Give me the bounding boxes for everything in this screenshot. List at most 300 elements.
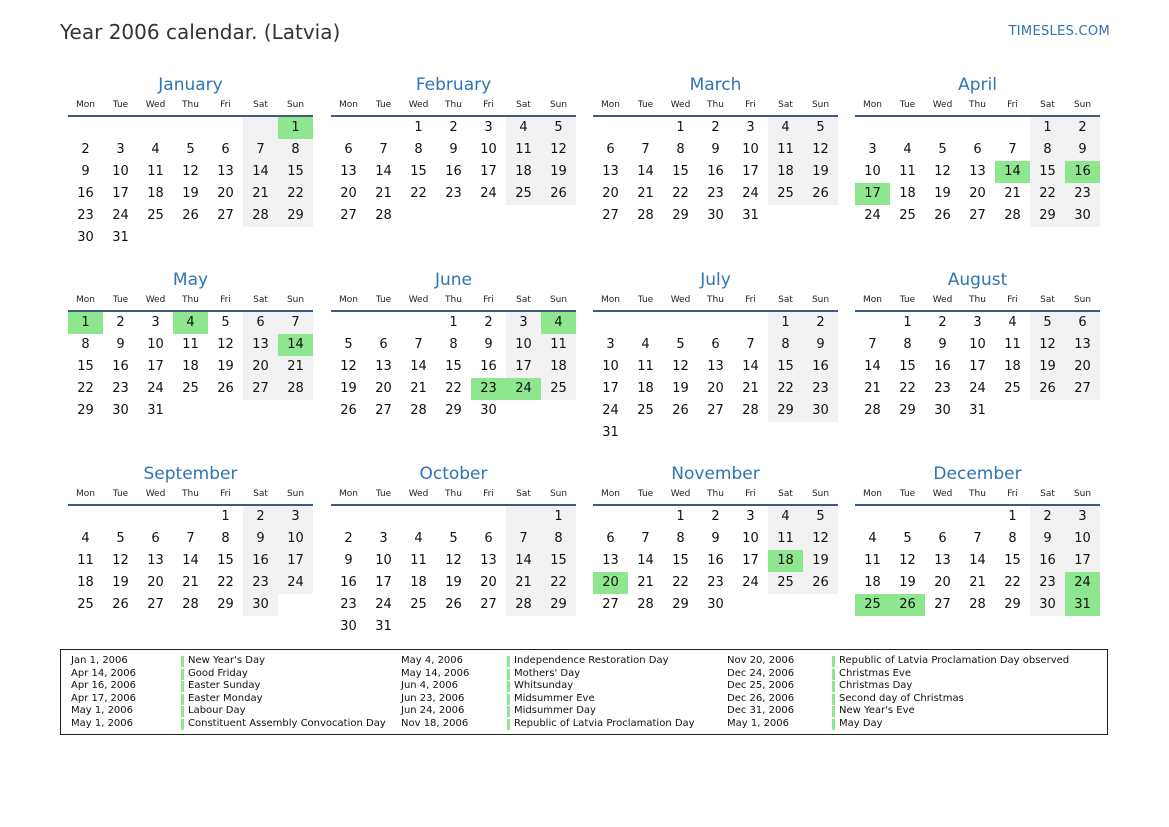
day-cell: 27 [969, 208, 986, 223]
weekday-header [593, 487, 838, 506]
day-cell: 28 [969, 597, 986, 612]
empty-cell [401, 616, 436, 638]
day-cell: 12 [672, 359, 689, 374]
empty-cell [436, 205, 471, 227]
day-cell: 30 [934, 403, 951, 418]
day-cell: 28 [506, 594, 541, 616]
month-may [68, 268, 313, 422]
day-cell: 24 [742, 575, 759, 590]
day-cell: 12 [445, 553, 462, 568]
day-cell: 1 [1008, 509, 1017, 524]
day-cell: 6 [221, 142, 230, 157]
day-cell: 24 [742, 186, 759, 201]
weekday-label: Sun [549, 489, 568, 499]
weekday-label: Sat [778, 489, 793, 499]
holiday-color-marker [181, 656, 184, 667]
weekday-label: Tue [112, 100, 129, 110]
weekday-label: Fri [483, 100, 494, 110]
legend-item [401, 693, 721, 706]
day-cell: 24 [278, 572, 313, 594]
day-cell: 19 [934, 186, 951, 201]
holiday-name: Midsummer Day [514, 705, 596, 717]
day-grid [331, 117, 576, 227]
day-cell: 3 [151, 315, 160, 330]
day-cell: 13 [147, 553, 164, 568]
empty-cell [401, 205, 436, 227]
day-cell: 8 [768, 334, 803, 356]
day-cell: 4 [541, 312, 576, 334]
day-cell: 7 [278, 312, 313, 334]
day-cell: 9 [449, 142, 458, 157]
day-cell: 14 [278, 334, 313, 356]
holiday-color-marker [181, 681, 184, 692]
weekday-label: Sat [516, 100, 531, 110]
day-cell: 29 [541, 594, 576, 616]
weekday-label: Thu [182, 489, 199, 499]
weekday-label: Sat [778, 100, 793, 110]
month-name: March [689, 75, 742, 95]
weekday-label: Thu [445, 489, 462, 499]
day-cell: 9 [711, 531, 720, 546]
day-cell: 7 [973, 531, 982, 546]
day-cell: 18 [77, 575, 94, 590]
day-cell: 20 [243, 356, 278, 378]
empty-cell [506, 205, 541, 227]
day-cell: 30 [707, 208, 724, 223]
weekday-label: Mon [76, 295, 95, 305]
day-cell: 6 [711, 337, 720, 352]
weekday-label: Tue [637, 100, 654, 110]
day-cell: 5 [541, 117, 576, 139]
day-cell: 23 [1030, 572, 1065, 594]
weekday-label: Wed [408, 295, 429, 305]
day-cell: 19 [217, 359, 234, 374]
day-cell: 4 [1008, 315, 1017, 330]
day-cell: 9 [81, 164, 90, 179]
day-cell: 29 [672, 597, 689, 612]
empty-cell [698, 422, 733, 444]
legend-item [71, 680, 391, 693]
day-cell: 17 [480, 164, 497, 179]
empty-cell [68, 506, 103, 528]
day-cell: 14 [410, 359, 427, 374]
weekday-label: Sun [1073, 295, 1092, 305]
day-cell: 16 [707, 164, 724, 179]
day-cell: 5 [676, 337, 685, 352]
month-name: October [419, 464, 488, 484]
day-cell: 25 [768, 572, 803, 594]
day-cell: 10 [864, 164, 881, 179]
day-grid [68, 312, 313, 422]
weekday-label: Wed [145, 100, 166, 110]
day-cell: 20 [340, 186, 357, 201]
day-cell: 27 [217, 208, 234, 223]
weekday-label: Wed [145, 489, 166, 499]
day-cell: 24 [1065, 572, 1100, 594]
weekday-label: Fri [1007, 295, 1018, 305]
day-cell: 24 [602, 403, 619, 418]
weekday-label: Wed [408, 100, 429, 110]
holiday-name: Christmas Day [839, 680, 913, 692]
day-cell: 23 [803, 378, 838, 400]
empty-cell [278, 400, 313, 422]
legend-item [727, 655, 1070, 668]
day-cell: 23 [707, 575, 724, 590]
day-cell: 3 [973, 315, 982, 330]
weekday-label: Thu [707, 100, 724, 110]
legend-item [401, 680, 721, 693]
page-title: Year 2006 calendar. (Latvia) [60, 20, 341, 44]
holiday-date: Dec 25, 2006 [727, 680, 795, 692]
weekday-label: Sun [811, 295, 830, 305]
empty-cell [471, 506, 506, 528]
weekday-label: Wed [145, 295, 166, 305]
day-cell: 26 [112, 597, 129, 612]
holiday-name: New Year's Eve [839, 705, 915, 717]
day-cell: 5 [344, 337, 353, 352]
day-cell: 3 [506, 312, 541, 334]
day-cell: 13 [375, 359, 392, 374]
day-cell: 23 [934, 381, 951, 396]
site-link[interactable]: TIMESLES.COM [1008, 24, 1110, 39]
day-cell: 25 [77, 597, 94, 612]
day-cell: 26 [672, 403, 689, 418]
day-cell: 19 [1030, 356, 1065, 378]
day-cell: 23 [471, 378, 506, 400]
day-cell: 17 [278, 550, 313, 572]
day-cell: 2 [711, 509, 720, 524]
day-cell: 8 [1008, 531, 1017, 546]
day-cell: 2 [81, 142, 90, 157]
holiday-name: Christmas Eve [839, 667, 911, 679]
day-cell: 27 [480, 597, 497, 612]
day-cell: 19 [541, 161, 576, 183]
day-cell: 7 [1008, 142, 1017, 157]
day-cell: 15 [278, 161, 313, 183]
holiday-color-marker [832, 669, 835, 680]
empty-cell [173, 117, 208, 139]
month-name: February [415, 75, 492, 95]
day-cell: 14 [243, 161, 278, 183]
day-cell: 17 [742, 164, 759, 179]
holiday-name: New Year's Day [188, 655, 266, 666]
day-cell: 21 [278, 356, 313, 378]
holiday-name: Midsummer Eve [514, 692, 595, 704]
empty-cell [173, 506, 208, 528]
day-cell: 15 [217, 553, 234, 568]
weekday-label: Tue [899, 489, 916, 499]
day-cell: 27 [340, 208, 357, 223]
empty-cell [593, 117, 628, 139]
day-grid [593, 506, 838, 616]
day-cell: 22 [77, 381, 94, 396]
month-name: August [947, 270, 1008, 290]
weekday-label: Thu [707, 489, 724, 499]
weekday-label: Fri [1007, 100, 1018, 110]
month-august [855, 268, 1100, 422]
day-cell: 7 [186, 531, 195, 546]
day-cell: 29 [899, 403, 916, 418]
day-cell: 24 [506, 378, 541, 400]
legend-item [401, 705, 721, 718]
day-cell: 11 [899, 164, 916, 179]
legend-column [727, 655, 1070, 731]
empty-cell [593, 506, 628, 528]
empty-cell [698, 312, 733, 334]
empty-cell [173, 400, 208, 422]
day-cell: 24 [112, 208, 129, 223]
month-january [68, 73, 313, 249]
weekday-label: Wed [932, 295, 953, 305]
weekday-label: Tue [375, 489, 392, 499]
holiday-date: May 14, 2006 [401, 667, 470, 679]
weekday-label: Tue [375, 100, 392, 110]
weekday-label: Sun [549, 295, 568, 305]
day-cell: 13 [602, 164, 619, 179]
legend-item [401, 718, 721, 731]
empty-cell [506, 506, 541, 528]
day-cell: 25 [637, 403, 654, 418]
weekday-label: Sun [286, 295, 305, 305]
day-cell: 24 [480, 186, 497, 201]
day-cell: 25 [147, 208, 164, 223]
day-cell: 11 [1004, 337, 1021, 352]
day-cell: 17 [147, 359, 164, 374]
day-cell: 28 [375, 208, 392, 223]
day-cell: 16 [243, 550, 278, 572]
day-cell: 15 [410, 164, 427, 179]
empty-cell [960, 506, 995, 528]
holiday-name: Mothers' Day [514, 667, 581, 679]
day-cell: 1 [449, 315, 458, 330]
day-cell: 25 [182, 381, 199, 396]
day-cell: 5 [221, 315, 230, 330]
holiday-name: Labour Day [188, 705, 246, 717]
day-cell: 19 [112, 575, 129, 590]
day-cell: 23 [340, 597, 357, 612]
day-cell: 4 [903, 142, 912, 157]
day-cell: 12 [217, 337, 234, 352]
weekday-header [68, 98, 313, 117]
empty-cell [803, 594, 838, 616]
holiday-color-marker [832, 694, 835, 705]
month-march [593, 73, 838, 227]
weekday-label: Tue [112, 295, 129, 305]
day-grid [331, 312, 576, 422]
day-cell: 29 [77, 403, 94, 418]
day-cell: 22 [1004, 575, 1021, 590]
day-cell: 26 [890, 594, 925, 616]
month-name: June [434, 270, 473, 290]
holiday-date: May 1, 2006 [727, 717, 790, 729]
holiday-name: Republic of Latvia Proclamation Day observed [839, 655, 1070, 666]
weekday-header [855, 487, 1100, 506]
weekday-label: Sat [1040, 295, 1055, 305]
day-cell: 11 [147, 164, 164, 179]
day-cell: 14 [969, 553, 986, 568]
day-cell: 28 [243, 205, 278, 227]
day-cell: 22 [899, 381, 916, 396]
day-cell: 22 [410, 186, 427, 201]
holiday-color-marker [507, 656, 510, 667]
day-cell: 12 [803, 528, 838, 550]
empty-cell [506, 400, 541, 422]
day-cell: 8 [541, 528, 576, 550]
weekday-label: Sat [253, 489, 268, 499]
empty-cell [138, 227, 173, 249]
day-cell: 31 [147, 403, 164, 418]
day-cell: 18 [864, 575, 881, 590]
holiday-name: Constituent Assembly Convocation Day [188, 717, 386, 729]
legend-item [727, 668, 1047, 681]
day-cell: 16 [803, 356, 838, 378]
day-cell: 14 [742, 359, 759, 374]
day-cell: 26 [445, 597, 462, 612]
holiday-date: May 1, 2006 [71, 705, 134, 717]
day-cell: 13 [1065, 334, 1100, 356]
day-cell: 21 [506, 572, 541, 594]
empty-cell [995, 400, 1030, 422]
weekday-label: Sun [286, 100, 305, 110]
legend-item [71, 655, 391, 668]
day-cell: 30 [243, 594, 278, 616]
weekday-label: Tue [375, 295, 392, 305]
empty-cell [628, 117, 663, 139]
empty-cell [855, 506, 890, 528]
legend-item [727, 680, 1047, 693]
day-cell: 25 [410, 597, 427, 612]
weekday-label: Mon [76, 100, 95, 110]
day-cell: 29 [768, 400, 803, 422]
empty-cell [366, 506, 401, 528]
day-cell: 13 [340, 164, 357, 179]
day-cell: 15 [768, 356, 803, 378]
holiday-date: Nov 20, 2006 [727, 655, 795, 666]
legend-item [727, 693, 1047, 706]
holiday-date: May 1, 2006 [71, 717, 134, 729]
weekday-header [855, 293, 1100, 312]
day-cell: 24 [375, 597, 392, 612]
weekday-label: Tue [637, 295, 654, 305]
day-cell: 3 [116, 142, 125, 157]
day-cell: 15 [77, 359, 94, 374]
day-cell: 14 [995, 161, 1030, 183]
day-cell: 16 [480, 359, 497, 374]
day-cell: 15 [445, 359, 462, 374]
day-cell: 27 [375, 403, 392, 418]
day-cell: 27 [934, 597, 951, 612]
empty-cell [925, 506, 960, 528]
day-cell: 19 [899, 575, 916, 590]
day-cell: 13 [707, 359, 724, 374]
day-cell: 4 [414, 531, 423, 546]
day-cell: 21 [243, 183, 278, 205]
weekday-label: Fri [745, 100, 756, 110]
day-cell: 10 [112, 164, 129, 179]
weekday-label: Sun [1073, 489, 1092, 499]
weekday-label: Mon [339, 489, 358, 499]
day-cell: 4 [868, 531, 877, 546]
weekday-label: Thu [445, 100, 462, 110]
day-cell: 21 [1004, 186, 1021, 201]
day-cell: 14 [506, 550, 541, 572]
empty-cell [138, 506, 173, 528]
empty-cell [278, 227, 313, 249]
day-cell: 7 [746, 337, 755, 352]
weekday-label: Wed [670, 489, 691, 499]
day-cell: 29 [278, 205, 313, 227]
legend-item [71, 693, 391, 706]
day-cell: 29 [1030, 205, 1065, 227]
empty-cell [173, 227, 208, 249]
day-cell: 2 [116, 315, 125, 330]
day-cell: 1 [541, 506, 576, 528]
weekday-header [855, 98, 1100, 117]
empty-cell [855, 312, 890, 334]
day-cell: 14 [864, 359, 881, 374]
day-cell: 29 [217, 597, 234, 612]
empty-cell [436, 616, 471, 638]
day-cell: 17 [742, 553, 759, 568]
day-cell: 31 [375, 619, 392, 634]
day-cell: 2 [344, 531, 353, 546]
day-cell: 26 [217, 381, 234, 396]
weekday-header [593, 293, 838, 312]
day-cell: 26 [182, 208, 199, 223]
day-cell: 1 [68, 312, 103, 334]
holiday-date: Apr 16, 2006 [71, 680, 137, 692]
holiday-name: Independence Restoration Day [514, 655, 669, 666]
weekday-label: Sat [1040, 100, 1055, 110]
holiday-name: Easter Monday [188, 692, 263, 704]
day-cell: 18 [768, 550, 803, 572]
day-cell: 1 [676, 120, 685, 135]
weekday-label: Thu [707, 295, 724, 305]
day-grid [593, 312, 838, 444]
day-cell: 13 [480, 553, 497, 568]
empty-cell [243, 227, 278, 249]
day-cell: 29 [1004, 597, 1021, 612]
day-cell: 27 [243, 378, 278, 400]
weekday-label: Sat [516, 295, 531, 305]
day-cell: 26 [803, 183, 838, 205]
weekday-label: Mon [601, 295, 620, 305]
day-cell: 4 [151, 142, 160, 157]
day-cell: 22 [445, 381, 462, 396]
weekday-label: Fri [220, 489, 231, 499]
day-cell: 18 [182, 359, 199, 374]
day-cell: 13 [969, 164, 986, 179]
weekday-label: Sat [516, 489, 531, 499]
month-september [68, 462, 313, 616]
day-cell: 3 [484, 120, 493, 135]
day-cell: 17 [1065, 550, 1100, 572]
month-april [855, 73, 1100, 227]
day-cell: 26 [934, 208, 951, 223]
day-cell: 15 [672, 553, 689, 568]
day-cell: 10 [969, 337, 986, 352]
day-cell: 9 [243, 528, 278, 550]
day-cell: 5 [116, 531, 125, 546]
day-cell: 12 [899, 553, 916, 568]
day-cell: 9 [1065, 139, 1100, 161]
day-cell: 30 [77, 230, 94, 245]
weekday-label: Fri [220, 295, 231, 305]
day-cell: 10 [602, 359, 619, 374]
day-cell: 25 [899, 208, 916, 223]
holiday-color-marker [507, 694, 510, 705]
day-cell: 23 [445, 186, 462, 201]
